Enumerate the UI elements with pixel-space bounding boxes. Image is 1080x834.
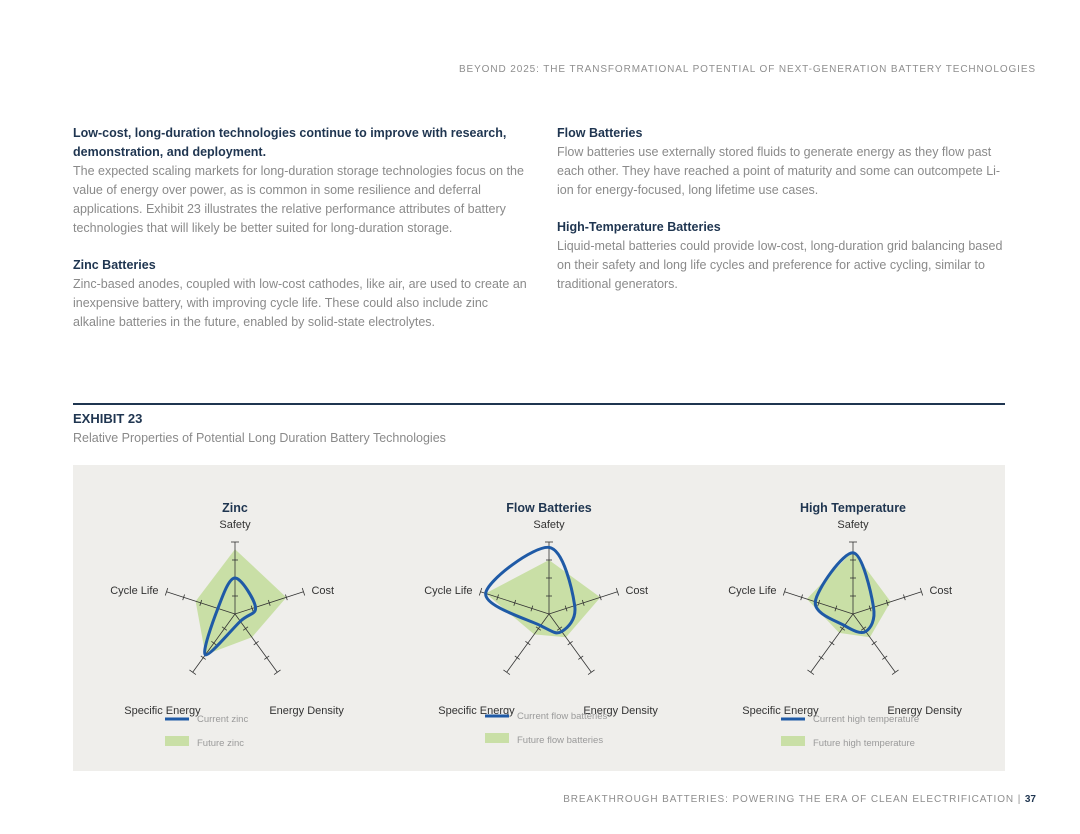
radar-tick (264, 656, 269, 660)
radar-tick (568, 641, 573, 645)
zinc-paragraph: Zinc-based anodes, coupled with low-cost cathodes, like air, are used to create an inexpensive battery, with improving cycle life. These could also include zinc alkaline batteries in the future, enabled by solid-state electrolytes. (73, 277, 527, 329)
radar-tick (578, 656, 583, 660)
running-footer (563, 794, 1036, 805)
axis-label: Cost (311, 584, 335, 597)
exhibit-divider (73, 403, 1005, 405)
high-temperature-paragraph: Liquid-metal batteries could provide low-cost, long-duration grid balancing based on their safety and long life cycles and preference for active cycling, similar to traditional generators. (557, 239, 1003, 291)
radar-tick (201, 656, 206, 660)
lead-heading: Low-cost, long-duration technologies continue to improve with research, demonstration, and deployment. (73, 126, 507, 159)
radar-title: Zinc (222, 501, 248, 515)
radar-charts (73, 465, 1005, 771)
left-column (73, 124, 528, 332)
radar-tick (588, 670, 594, 675)
exhibit-panel (73, 465, 1005, 771)
zinc-heading: Zinc Batteries (73, 258, 156, 272)
page-number: 37 (1024, 794, 1036, 805)
legend-future-swatch (165, 736, 189, 746)
radar-chart-1 (424, 501, 658, 746)
radar-tick (872, 641, 877, 645)
exhibit-label: EXHIBIT 23 (73, 411, 143, 426)
flow-paragraph: Flow batteries use externally stored fluids to generate energy as they flow past each other. They have reached a point of maturity and some can outcompete Li-ion for energy-focused, long lifetime use cases. (557, 145, 1001, 197)
radar-tick (254, 641, 259, 645)
axis-label: Cost (929, 584, 953, 597)
exhibit-subtitle: Relative Properties of Potential Long Duration Battery Technologies (73, 431, 446, 445)
future-series-area (807, 551, 891, 637)
radar-tick (515, 656, 520, 660)
radar-tick (807, 670, 813, 675)
axis-label: Energy Density (269, 705, 344, 718)
axis-label: Safety (219, 519, 251, 531)
axis-label: Cycle Life (110, 584, 159, 597)
radar-tick (819, 656, 824, 660)
radar-tick (892, 670, 898, 675)
legend-future-label: Future flow batteries (517, 735, 604, 746)
radar-tick (882, 656, 887, 660)
radar-title: Flow Batteries (506, 501, 592, 515)
legend-current-label: Current zinc (197, 714, 249, 725)
radar-tick (829, 641, 834, 645)
radar-tick (503, 670, 509, 675)
axis-label: Specific Energy (742, 705, 819, 718)
running-header: BEYOND 2025: THE TRANSFORMATIONAL POTENTIAL OF NEXT-GENERATION BATTERY TECHNOLOGIES (458, 64, 1036, 75)
lead-paragraph: The expected scaling markets for long-duration storage technologies focus on the value of energy over power, as is common in some resilience and deferral applications. Exhibit 23 illustrates the relative performance attributes of battery technologies that will likely be better suited for long-duration storage. (73, 164, 524, 235)
legend-current-label: Current high temperature (813, 714, 920, 725)
axis-label: Energy Density (583, 705, 658, 718)
high-temperature-heading: High-Temperature Batteries (557, 220, 721, 234)
legend-current-label: Current flow batteries (517, 711, 608, 722)
axis-label: Specific Energy (438, 705, 515, 718)
footer-text: BREAKTHROUGH BATTERIES: POWERING THE ERA OF CLEAN ELECTRIFICATION | (563, 794, 1022, 805)
radar-tick (189, 670, 195, 675)
legend-future-label: Future zinc (197, 738, 244, 749)
legend-future-swatch (781, 736, 805, 746)
axis-label: Cost (625, 584, 649, 597)
axis-label: Specific Energy (124, 705, 201, 718)
axis-label: Safety (837, 519, 869, 531)
radar-tick (274, 670, 280, 675)
radar-chart-2 (728, 501, 962, 749)
radar-title: High Temperature (799, 501, 907, 515)
right-column (557, 124, 1007, 294)
axis-label: Cycle Life (728, 584, 777, 597)
radar-chart-0 (110, 501, 344, 749)
flow-heading: Flow Batteries (557, 126, 643, 140)
axis-label: Safety (533, 519, 565, 531)
radar-tick (525, 641, 530, 645)
legend-future-swatch (485, 733, 509, 743)
axis-label: Cycle Life (424, 584, 473, 597)
axis-label: Energy Density (887, 705, 962, 718)
legend-future-label: Future high temperature (813, 738, 915, 749)
